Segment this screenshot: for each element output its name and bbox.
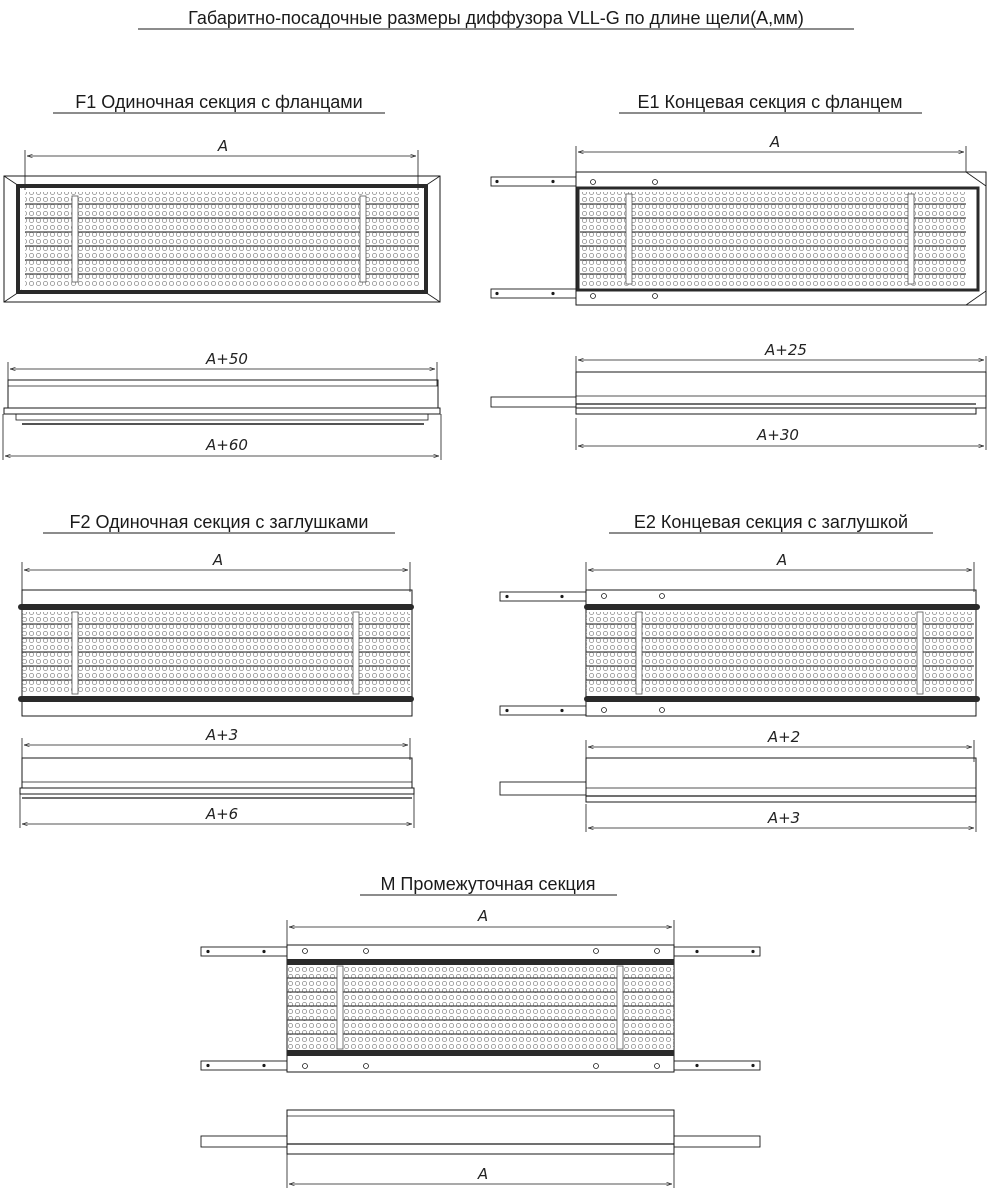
f1-dim-side-bottom-label: A+60 <box>206 436 248 454</box>
f1-side-view <box>3 350 441 460</box>
e2-front-view <box>500 590 980 716</box>
e1-side-view <box>491 341 986 450</box>
f1-front-view <box>4 176 440 302</box>
m-heading: M Промежуточная секция <box>380 874 596 894</box>
m-dim-top-label: A <box>477 907 489 925</box>
f2-dim-top <box>22 551 410 592</box>
e2-dim-side-bottom-label: A+3 <box>767 809 801 827</box>
section-f2 <box>18 512 414 828</box>
e1-dim-top-label: A <box>769 133 781 151</box>
e2-side-view <box>500 728 976 832</box>
f1-heading: F1 Одиночная секция с фланцами <box>75 92 363 112</box>
f2-dim-side-bottom-label: A+6 <box>205 805 239 823</box>
f2-heading: F2 Одиночная секция с заглушками <box>69 512 369 532</box>
f2-dim-top-label: A <box>212 551 224 569</box>
section-e2 <box>500 512 980 832</box>
m-dim-side-bottom-label: A <box>477 1165 489 1183</box>
f1-dim-top <box>25 137 418 190</box>
e1-dim-side-bottom-label: A+30 <box>757 426 799 444</box>
section-e1 <box>491 92 986 450</box>
m-dim-top <box>287 907 674 948</box>
e2-heading: E2 Концевая секция с заглушкой <box>633 512 909 532</box>
page-title: Габаритно-посадочные размеры диффузора VLL-G по длине щели(А,мм) <box>188 8 804 28</box>
e1-front-view <box>491 172 986 305</box>
e1-dim-top <box>576 133 966 172</box>
f2-dim-side-top-label: A+3 <box>205 726 239 744</box>
e2-dim-top-label: A <box>776 551 788 569</box>
f2-front-view <box>18 590 414 716</box>
m-side-view <box>201 1110 760 1188</box>
e1-heading: E1 Концевая секция с фланцем <box>637 92 903 112</box>
section-f1 <box>3 92 441 460</box>
section-m <box>201 874 760 1188</box>
e1-dim-side-top-label: A+25 <box>765 341 807 359</box>
e2-dim-top <box>586 551 974 592</box>
e2-dim-side-top-label: A+2 <box>767 728 801 746</box>
m-front-view <box>201 945 760 1072</box>
f1-dim-top-label: A <box>217 137 229 155</box>
f1-dim-side-top-label: A+50 <box>206 350 248 368</box>
f2-side-view <box>20 726 414 828</box>
